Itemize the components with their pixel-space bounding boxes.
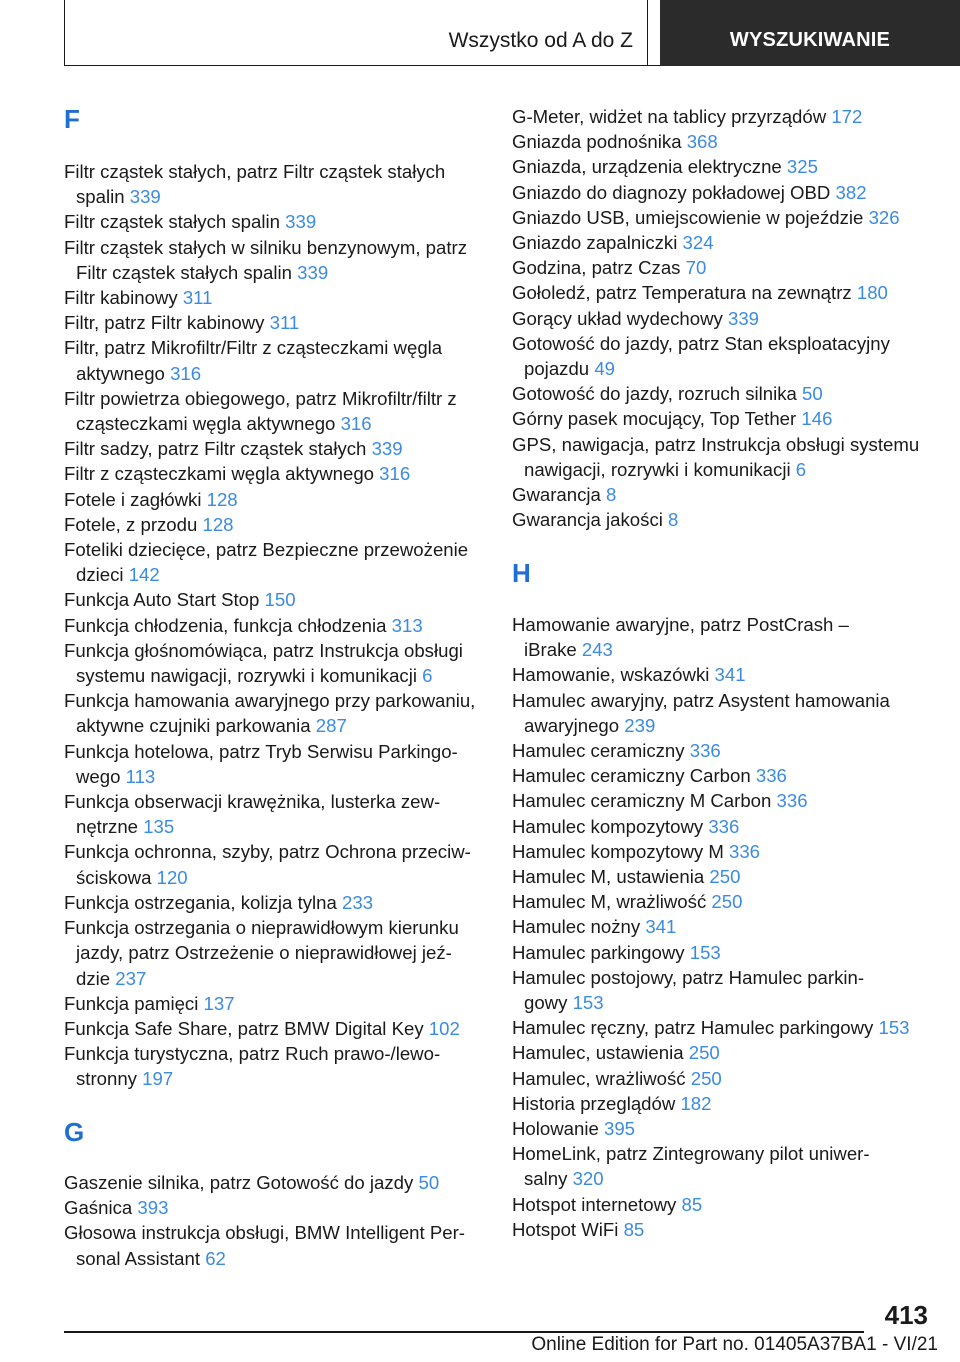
index-entry <box>64 587 484 612</box>
index-entry-text: aktywnego <box>76 362 171 384</box>
index-entry <box>512 662 932 687</box>
page-reference-link[interactable]: 237 <box>115 967 147 989</box>
page-reference-link[interactable]: 50 <box>802 383 823 405</box>
page-reference-link[interactable]: 85 <box>681 1193 703 1215</box>
page-reference-link[interactable]: 233 <box>342 891 374 913</box>
index-entry <box>64 1016 484 1041</box>
index-entry <box>512 507 932 532</box>
index-entry-text: Gniazdo zapalniczki <box>512 232 683 254</box>
page-reference-link[interactable]: 324 <box>682 232 714 254</box>
index-entry-text: HomeLink, patrz Zintegrowany pilot uniwer‐ <box>512 1143 870 1165</box>
index-entry-text: systemu nawigacji, rozrywki i komunikacji <box>76 665 423 687</box>
index-entry <box>64 209 484 234</box>
index-entry-text: Hamulec parkingowy <box>512 941 690 963</box>
index-entry-text: Hamulec ceramiczny Carbon <box>512 765 756 787</box>
letter-heading-g: G <box>64 1117 85 1147</box>
page-reference-link[interactable]: 153 <box>572 992 604 1014</box>
page-reference-link[interactable]: 146 <box>801 408 833 430</box>
index-entry-text: Filtr cząstek stałych w silniku benzynowym, patrz <box>64 236 467 258</box>
index-list-f <box>64 159 484 1092</box>
page-reference-link[interactable]: 250 <box>688 1042 720 1064</box>
index-entry-text: Filtr cząstek stałych spalin <box>64 211 286 233</box>
index-entry-text: jazdy, patrz Ostrzeżenie o nieprawidłowej jeź‐ <box>76 942 452 964</box>
index-entry <box>512 763 932 788</box>
index-entry <box>512 230 932 255</box>
index-entry <box>64 613 484 638</box>
page-reference-link[interactable]: 128 <box>202 513 234 535</box>
page-reference-link[interactable]: 172 <box>831 106 863 127</box>
page-reference-link[interactable]: 8 <box>668 509 679 531</box>
index-entry-text: Godzina, patrz Czas <box>512 257 686 279</box>
index-entry-text: Hamulec M, ustawienia <box>512 866 710 888</box>
page-reference-link[interactable]: 339 <box>371 438 403 460</box>
index-entry-text: Głosowa instrukcja obsługi, BMW Intelligent Per‐ <box>64 1222 465 1244</box>
index-entry-text: cząsteczkami węgla aktywnego <box>76 413 341 435</box>
index-entry-text: Hotspot internetowy <box>512 1193 682 1215</box>
index-entry <box>512 154 932 179</box>
page-reference-link[interactable]: 336 <box>755 765 787 787</box>
index-entry-text: Fotele, z przodu <box>64 513 203 535</box>
letter-heading-h: H <box>512 558 531 588</box>
page-reference-link[interactable]: 85 <box>623 1218 645 1240</box>
index-entry-text: Holowanie <box>512 1118 604 1140</box>
index-entry <box>512 914 932 939</box>
index-entry <box>512 406 932 431</box>
page-reference-link[interactable]: 8 <box>606 484 617 506</box>
index-entry-text: spalin <box>76 186 130 208</box>
index-entry-text: Hamulec awaryjny, patrz Asystent hamowania <box>512 689 890 711</box>
index-entry <box>512 1066 932 1091</box>
index-entry-text: aktywne czujniki parkowania <box>76 715 316 737</box>
index-list-g-right <box>512 104 932 532</box>
index-entry-text: Hotspot WiFi <box>512 1218 624 1240</box>
index-entry <box>512 788 932 813</box>
index-entry <box>64 991 484 1016</box>
page-reference-link[interactable]: 320 <box>572 1168 604 1190</box>
page-reference-link[interactable]: 49 <box>594 358 615 380</box>
index-entry <box>512 612 932 662</box>
page-reference-link[interactable]: 336 <box>729 840 761 862</box>
index-entry <box>512 688 932 738</box>
index-entry <box>64 461 484 486</box>
index-entry-text: Funkcja pamięci <box>64 992 204 1014</box>
index-entry-text: Filtr cząstek stałych, patrz Filtr cząstek stałych <box>64 161 446 182</box>
page-reference-link[interactable]: 339 <box>285 211 317 233</box>
index-entry-text: Filtr sadzy, patrz Filtr cząstek stałych <box>64 438 372 460</box>
page-reference-link[interactable]: 135 <box>143 816 175 838</box>
index-entry <box>512 1141 932 1191</box>
index-entry <box>512 1015 932 1040</box>
page-reference-link[interactable]: 128 <box>206 488 238 510</box>
footer-rule <box>64 1331 864 1333</box>
index-entry-text: Gołoledź, patrz Temperatura na zewnątrz <box>512 282 857 304</box>
index-entry-text: nawigacji, rozrywki i komunikacji <box>524 458 796 480</box>
index-entry <box>512 965 932 1015</box>
index-entry-text: Hamulec, ustawienia <box>512 1042 689 1064</box>
index-entry-text: Gniazdo do diagnozy pokładowej OBD <box>512 181 836 203</box>
page-reference-link[interactable]: 62 <box>205 1247 226 1269</box>
index-entry <box>512 1040 932 1065</box>
index-entry-text: Fotele i zagłówki <box>64 488 207 510</box>
index-entry <box>512 180 932 205</box>
index-entry <box>64 789 484 839</box>
page-reference-link[interactable]: 341 <box>645 916 677 938</box>
index-entry-text: Funkcja Auto Start Stop <box>64 589 265 611</box>
index-entry-text: nętrzne <box>76 816 144 838</box>
page-reference-link[interactable]: 325 <box>786 156 818 178</box>
index-entry <box>512 255 932 280</box>
index-entry <box>512 280 932 305</box>
index-entry-text: Filtr kabinowy <box>64 287 183 309</box>
index-list-h <box>512 612 932 1242</box>
index-entry-text: Gotowość do jazdy, patrz Stan eksploatacyjny <box>512 332 890 354</box>
index-entry-text: iBrake <box>524 639 582 661</box>
index-entry <box>64 159 484 209</box>
index-entry-text: stronny <box>76 1068 143 1090</box>
index-entry <box>64 839 484 889</box>
index-entry-text: Funkcja turystyczna, patrz Ruch prawo-/lewo‐ <box>64 1043 441 1065</box>
page-reference-link[interactable]: 113 <box>125 765 156 787</box>
index-entry <box>64 1195 484 1220</box>
index-entry-text: awaryjnego <box>524 714 625 736</box>
page-reference-link[interactable]: 137 <box>203 992 235 1014</box>
index-entry <box>512 940 932 965</box>
page-reference-link[interactable]: 239 <box>624 714 656 736</box>
page-reference-link[interactable]: 311 <box>269 312 300 334</box>
index-entry <box>64 1170 484 1195</box>
index-entry <box>512 482 932 507</box>
index-entry-text: Funkcja Safe Share, patrz BMW Digital Key <box>64 1017 429 1039</box>
index-entry-text: Gniazda, urządzenia elektryczne <box>512 156 787 178</box>
index-entry <box>64 688 484 738</box>
page-reference-link[interactable]: 120 <box>156 866 188 888</box>
page-reference-link[interactable]: 393 <box>137 1197 169 1219</box>
index-list-g-left <box>64 1170 484 1271</box>
index-entry <box>512 814 932 839</box>
index-entry-text: Funkcja obserwacji krawężnika, lusterka zew‐ <box>64 791 441 813</box>
page-reference-link[interactable]: 316 <box>340 413 372 435</box>
index-entry <box>64 235 484 285</box>
index-entry <box>64 739 484 789</box>
page-reference-link[interactable]: 311 <box>182 287 213 309</box>
page-reference-link[interactable]: 287 <box>315 715 347 737</box>
index-entry <box>512 381 932 406</box>
index-entry <box>512 864 932 889</box>
page-number: 413 <box>884 1300 928 1330</box>
index-entry <box>512 1116 932 1141</box>
page-reference-link[interactable]: 336 <box>689 740 721 762</box>
page-reference-link[interactable]: 182 <box>680 1092 712 1114</box>
index-entry-text: ściskowa <box>76 866 157 888</box>
index-entry <box>64 285 484 310</box>
index-entry-text: Hamowanie awaryjne, patrz PostCrash – <box>512 614 849 635</box>
page-reference-link[interactable]: 341 <box>714 664 746 686</box>
index-entry-text: Hamulec postojowy, patrz Hamulec parkin‐ <box>512 966 865 988</box>
index-entry-text: Hamulec kompozytowy M <box>512 840 729 862</box>
page-reference-link[interactable]: 150 <box>264 589 296 611</box>
index-entry-text: Filtr cząstek stałych spalin <box>76 261 298 283</box>
index-entry <box>64 487 484 512</box>
letter-heading-f: F <box>64 104 80 134</box>
index-entry <box>64 915 484 991</box>
index-entry <box>64 890 484 915</box>
index-entry-text: Funkcja ostrzegania o nieprawidłowym kierunku <box>64 917 459 939</box>
index-entry <box>512 738 932 763</box>
index-entry-text: Hamulec ceramiczny <box>512 740 690 762</box>
page-reference-link[interactable]: 316 <box>170 362 202 384</box>
index-entry-text: GPS, nawigacja, patrz Instrukcja obsługi systemu <box>512 433 920 455</box>
footer-edition: Online Edition for Part no. 01405A37BA1 - VI/21 <box>531 1334 938 1355</box>
index-entry-text: Gotowość do jazdy, rozruch silnika <box>512 383 803 405</box>
page-reference-link[interactable]: 336 <box>708 815 740 837</box>
index-entry <box>64 310 484 335</box>
page-reference-link[interactable]: 313 <box>391 614 423 636</box>
index-entry <box>64 537 484 587</box>
index-entry <box>512 432 932 482</box>
page-reference-link[interactable]: 102 <box>428 1017 460 1039</box>
index-entry <box>64 638 484 688</box>
page-reference-link[interactable]: 382 <box>835 181 867 203</box>
index-entry-text: Filtr powietrza obiegowego, patrz Mikrofiltr/filtr z <box>64 387 457 409</box>
page-reference-link[interactable]: 153 <box>878 1017 910 1039</box>
page-reference-link[interactable]: 6 <box>422 665 433 687</box>
page-reference-link[interactable]: 142 <box>128 564 160 586</box>
index-entry-text: Funkcja hamowania awaryjnego przy parkowaniu, <box>64 690 476 712</box>
page-reference-link[interactable]: 339 <box>728 307 760 329</box>
index-entry-text: Funkcja chłodzenia, funkcja chłodzenia <box>64 614 392 636</box>
section-title: Wszystko od A do Z <box>64 0 648 66</box>
index-entry-text: dzie <box>76 967 116 989</box>
index-entry-text: Hamulec kompozytowy <box>512 815 709 837</box>
index-entry <box>64 512 484 537</box>
index-entry-text: Gorący układ wydechowy <box>512 307 728 329</box>
index-entry <box>512 889 932 914</box>
index-entry-text: Hamulec ceramiczny M Carbon <box>512 790 777 812</box>
index-entry <box>512 1217 932 1242</box>
index-entry-text: Funkcja hotelowa, patrz Tryb Serwisu Parkingo‐ <box>64 740 458 762</box>
page-reference-link[interactable]: 6 <box>795 458 807 480</box>
index-entry-text: Hamowanie, wskazówki <box>512 664 715 686</box>
index-entry-text: sonal Assistant <box>76 1247 206 1269</box>
index-entry-text: Filtr, patrz Mikrofiltr/Filtr z cząsteczkami węgla <box>64 337 443 359</box>
page-reference-link[interactable]: 180 <box>856 282 888 304</box>
page-reference-link[interactable]: 339 <box>297 261 329 283</box>
page-reference-link[interactable]: 339 <box>129 186 161 208</box>
index-entry <box>64 1220 484 1270</box>
page-reference-link[interactable]: 336 <box>776 790 808 812</box>
index-entry-text: Górny pasek mocujący, Top Tether <box>512 408 802 430</box>
index-entry-text: Gniazdo USB, umiejscowienie w pojeździe <box>512 206 869 228</box>
index-entry <box>64 436 484 461</box>
index-entry <box>512 205 932 230</box>
page-reference-link[interactable]: 50 <box>418 1172 440 1193</box>
page-reference-link[interactable]: 250 <box>690 1067 722 1089</box>
page-reference-link[interactable]: 326 <box>868 206 900 228</box>
index-entry <box>512 1091 932 1116</box>
index-entry <box>64 335 484 385</box>
page-reference-link[interactable]: 153 <box>689 941 721 963</box>
index-entry-text: Historia przeglądów <box>512 1092 681 1114</box>
index-entry-text: Gaśnica <box>64 1197 138 1219</box>
index-entry-text: Hamulec M, wrażliwość <box>512 891 712 913</box>
index-entry-text: salny <box>524 1168 573 1190</box>
page-reference-link[interactable]: 250 <box>709 866 741 888</box>
index-entry-text: gowy <box>524 992 573 1014</box>
page-reference-link[interactable]: 316 <box>379 463 411 485</box>
index-entry <box>512 331 932 381</box>
index-entry <box>512 104 932 129</box>
index-entry-text: Foteliki dziecięce, patrz Bezpieczne przewożenie <box>64 539 469 561</box>
index-entry-text: Funkcja głośnomówiąca, patrz Instrukcja obsługi <box>64 639 463 661</box>
index-entry <box>512 839 932 864</box>
index-entry-text: Funkcja ochronna, szyby, patrz Ochrona przeciw‐ <box>64 841 471 863</box>
index-entry-text: Gwarancja <box>512 484 607 506</box>
index-entry-text: Gaszenie silnika, patrz Gotowość do jazdy <box>64 1172 419 1193</box>
page-reference-link[interactable]: 368 <box>686 131 718 153</box>
page-reference-link[interactable]: 250 <box>711 891 743 913</box>
index-entry <box>512 129 932 154</box>
page-reference-link[interactable]: 197 <box>142 1068 174 1090</box>
index-entry-text: Gwarancja jakości <box>512 509 669 531</box>
index-entry <box>64 1041 484 1091</box>
index-entry <box>64 386 484 436</box>
page-reference-link[interactable]: 70 <box>685 257 707 279</box>
index-entry-text: Hamulec, wrażliwość <box>512 1067 691 1089</box>
index-entry <box>512 306 932 331</box>
tab-search[interactable]: WYSZUKIWANIE <box>660 0 960 66</box>
index-entry-text: wego <box>76 765 126 787</box>
index-entry-text: Filtr, patrz Filtr kabinowy <box>64 312 270 334</box>
index-entry-text: Hamulec nożny <box>512 916 646 938</box>
index-entry-text: dzieci <box>76 564 129 586</box>
page-reference-link[interactable]: 395 <box>604 1118 636 1140</box>
index-entry-text: Filtr z cząsteczkami węgla aktywnego <box>64 463 380 485</box>
index-entry-text: pojazdu <box>524 358 595 380</box>
index-entry <box>512 1192 932 1217</box>
index-entry-text: Funkcja ostrzegania, kolizja tylna <box>64 891 343 913</box>
index-entry-text: Gniazda podnośnika <box>512 131 687 153</box>
index-entry-text: G-Meter, widżet na tablicy przyrządów <box>512 106 832 127</box>
page-reference-link[interactable]: 243 <box>581 639 613 661</box>
index-entry-text: Hamulec ręczny, patrz Hamulec parkingowy <box>512 1017 879 1039</box>
